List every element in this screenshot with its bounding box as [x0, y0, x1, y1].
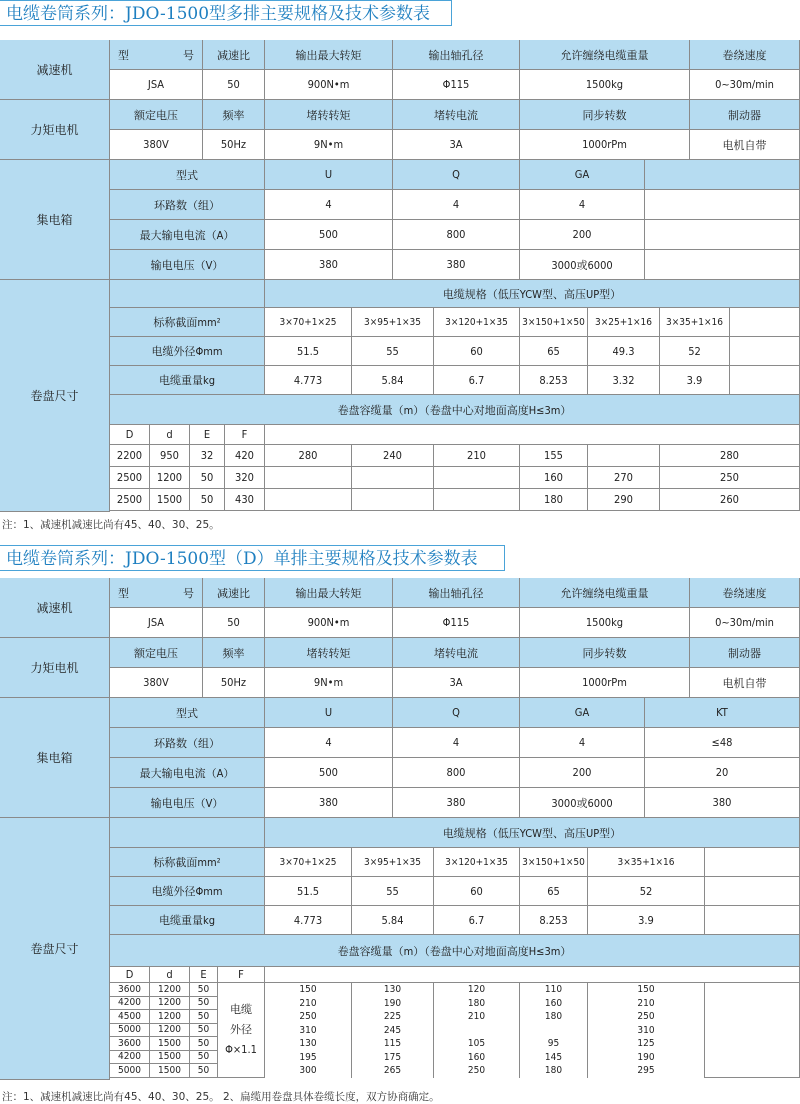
cable-value: 4.773	[265, 906, 352, 935]
capacity-value: 180	[520, 1064, 588, 1078]
cable-value: 8.253	[520, 366, 588, 395]
capacity-value	[265, 467, 352, 489]
capacity-value	[265, 489, 352, 511]
header-voltage: 额定电压	[110, 100, 203, 130]
header-torque: 输出最大转矩	[265, 578, 393, 608]
collector-value: 380	[645, 788, 800, 818]
capacity-value: 180	[520, 489, 588, 511]
cable-value: 65	[520, 337, 588, 366]
dim-value: 32	[190, 445, 225, 467]
capacity-value: 210	[588, 997, 705, 1011]
cable-value: 52	[588, 877, 705, 906]
collector-row-label: 输电电压（V）	[110, 250, 265, 280]
collector-value: 4	[520, 190, 645, 220]
cable-value: 60	[434, 337, 520, 366]
capacity-title: 卷盘容缆量（m）（卷盘中心对地面高度H≤3m）	[110, 935, 800, 967]
cable-row-label: 电缆外径Φmm	[110, 337, 265, 366]
cable-value	[730, 366, 800, 395]
dim-value: 2500	[110, 467, 150, 489]
capacity-value: 250	[265, 1010, 352, 1024]
cable-value: 55	[352, 877, 434, 906]
capacity-value: 270	[588, 467, 660, 489]
value-freq: 50Hz	[203, 130, 265, 160]
dim-value: 430	[225, 489, 265, 511]
cable-value: 3×35+1×16	[660, 308, 730, 337]
capacity-value: 150	[588, 983, 705, 997]
dim-value: 50	[190, 467, 225, 489]
collector-value: 3000或6000	[520, 788, 645, 818]
cable-value: 3×120+1×35	[434, 848, 520, 877]
cable-value: 60	[434, 877, 520, 906]
capacity-value: 160	[434, 1051, 520, 1065]
header-ratio: 减速比	[203, 578, 265, 608]
dim-value: 1200	[150, 1010, 190, 1024]
collector-type-header	[645, 160, 800, 190]
collector-value: 200	[520, 220, 645, 250]
cable-value: 3.32	[588, 366, 660, 395]
capacity-value: 190	[588, 1051, 705, 1065]
value-torque: 900N•m	[265, 608, 393, 638]
capacity-blank	[265, 967, 800, 983]
dim-header: E	[190, 967, 218, 983]
capacity-value: 155	[520, 445, 588, 467]
dim-value: 1200	[150, 983, 190, 997]
capacity-blank	[265, 425, 800, 445]
capacity-value: 160	[520, 467, 588, 489]
value-torque: 900N•m	[265, 70, 393, 100]
collector-type-header: GA	[520, 160, 645, 190]
header-weight: 允许缠绕电缆重量	[520, 40, 690, 70]
cable-row-label: 电缆重量kg	[110, 906, 265, 935]
dim-f-note	[218, 983, 265, 1078]
cable-value: 4.773	[265, 366, 352, 395]
capacity-value	[588, 445, 660, 467]
capacity-value: 250	[434, 1064, 520, 1078]
value-brake: 电机自带	[690, 130, 800, 160]
cable-value: 3×95+1×35	[352, 848, 434, 877]
collector-row-label: 最大输电电流（A）	[110, 220, 265, 250]
collector-value	[645, 190, 800, 220]
header-torque: 输出最大转矩	[265, 40, 393, 70]
collector-value: 380	[265, 788, 393, 818]
cable-value: 3.9	[660, 366, 730, 395]
cable-value: 3×95+1×35	[352, 308, 434, 337]
dim-value: 1500	[150, 1051, 190, 1065]
value-stall-torque: 9N•m	[265, 130, 393, 160]
section-label-collector: 集电箱	[0, 160, 110, 280]
dim-value: 5000	[110, 1064, 150, 1078]
cable-value: 49.3	[588, 337, 660, 366]
dim-f-note-line: 外径	[230, 1022, 252, 1036]
collector-row-label: 环路数（组）	[110, 190, 265, 220]
header-sync: 同步转数	[520, 100, 690, 130]
header-model	[110, 578, 203, 608]
value-ratio: 50	[203, 608, 265, 638]
dim-value: 1200	[150, 997, 190, 1011]
cable-spec-title: 电缆规格（低压YCW型、高压UP型）	[265, 280, 800, 308]
cable-row-label: 标称截面mm²	[110, 308, 265, 337]
header-stall-current: 堵转电流	[393, 638, 520, 668]
collector-type-header: U	[265, 698, 393, 728]
collector-row-label: 型式	[110, 698, 265, 728]
cable-value: 3×150+1×50	[520, 308, 588, 337]
capacity-value: 150	[265, 983, 352, 997]
dim-value: 50	[190, 1064, 218, 1078]
cable-row-label: 电缆外径Φmm	[110, 877, 265, 906]
header-freq: 频率	[203, 100, 265, 130]
dim-header: d	[150, 425, 190, 445]
collector-type-header: Q	[393, 698, 520, 728]
reel-blank	[110, 818, 265, 848]
header-model-part: 型	[118, 586, 129, 600]
dim-value: 50	[190, 1051, 218, 1065]
capacity-value: 115	[352, 1037, 434, 1051]
cable-value	[730, 308, 800, 337]
capacity-value	[434, 489, 520, 511]
dim-value: 50	[190, 997, 218, 1011]
dim-header: d	[150, 967, 190, 983]
collector-value: 4	[393, 190, 520, 220]
value-stall-current: 3A	[393, 668, 520, 698]
cable-value: 6.7	[434, 366, 520, 395]
capacity-value: 130	[265, 1037, 352, 1051]
section-label-reducer: 减速机	[0, 40, 110, 100]
cable-value: 6.7	[434, 906, 520, 935]
capacity-value: 195	[265, 1051, 352, 1065]
value-ratio: 50	[203, 70, 265, 100]
capacity-title: 卷盘容缆量（m）（卷盘中心对地面高度H≤3m）	[110, 395, 800, 425]
dim-value: 5000	[110, 1024, 150, 1038]
capacity-value: 125	[588, 1037, 705, 1051]
collector-row-label: 型式	[110, 160, 265, 190]
collector-row-label: 最大输电电流（A）	[110, 758, 265, 788]
header-speed: 卷绕速度	[690, 40, 800, 70]
header-stall-torque: 堵转转矩	[265, 638, 393, 668]
collector-value	[645, 220, 800, 250]
collector-value: 3000或6000	[520, 250, 645, 280]
cable-value: 3×70+1×25	[265, 308, 352, 337]
value-speed: 0~30m/min	[690, 608, 800, 638]
capacity-value: 95	[520, 1037, 588, 1051]
reel-blank	[110, 280, 265, 308]
header-stall-torque: 堵转转矩	[265, 100, 393, 130]
capacity-value: 225	[352, 1010, 434, 1024]
capacity-value: 160	[520, 997, 588, 1011]
cable-row-label: 标称截面mm²	[110, 848, 265, 877]
dim-value: 50	[190, 489, 225, 511]
value-weight: 1500kg	[520, 70, 690, 100]
capacity-value: 250	[588, 1010, 705, 1024]
capacity-value	[352, 467, 434, 489]
collector-value: 800	[393, 758, 520, 788]
dim-header: F	[218, 967, 265, 983]
dim-value: 4200	[110, 997, 150, 1011]
dim-value: 50	[190, 1024, 218, 1038]
cable-value: 52	[660, 337, 730, 366]
collector-row-label: 输电电压（V）	[110, 788, 265, 818]
dim-value: 3600	[110, 1037, 150, 1051]
capacity-value: 260	[660, 489, 800, 511]
capacity-value	[352, 489, 434, 511]
header-model	[110, 40, 203, 70]
dim-value: 4500	[110, 1010, 150, 1024]
dim-value: 1500	[150, 489, 190, 511]
capacity-value: 180	[434, 997, 520, 1011]
value-sync: 1000rPm	[520, 668, 690, 698]
capacity-value: 130	[352, 983, 434, 997]
collector-type-header: U	[265, 160, 393, 190]
collector-value: 380	[393, 250, 520, 280]
collector-value: 380	[265, 250, 393, 280]
capacity-value: 240	[352, 445, 434, 467]
capacity-value: 210	[265, 997, 352, 1011]
cable-value: 3×70+1×25	[265, 848, 352, 877]
cable-value: 51.5	[265, 877, 352, 906]
capacity-value: 190	[352, 997, 434, 1011]
collector-value: 800	[393, 220, 520, 250]
table-title-2: 电缆卷筒系列：JDO-1500型（D）单排主要规格及技术参数表	[0, 545, 505, 571]
table-title-1: 电缆卷筒系列：JDO-1500型多排主要规格及技术参数表	[0, 0, 452, 26]
collector-type-header: Q	[393, 160, 520, 190]
footnote-1: 注：1、减速机减速比尚有45、40、30、25。	[2, 519, 220, 531]
capacity-value	[434, 467, 520, 489]
dim-value: 1200	[150, 1024, 190, 1038]
collector-value: 500	[265, 220, 393, 250]
cable-value: 5.84	[352, 366, 434, 395]
collector-value: 4	[520, 728, 645, 758]
capacity-value: 175	[352, 1051, 434, 1065]
collector-value: 200	[520, 758, 645, 788]
dim-value: 1500	[150, 1037, 190, 1051]
dim-value: 950	[150, 445, 190, 467]
value-brake: 电机自带	[690, 668, 800, 698]
cable-value: 55	[352, 337, 434, 366]
dim-value: 4200	[110, 1051, 150, 1065]
capacity-value: 210	[434, 445, 520, 467]
cable-value	[730, 337, 800, 366]
value-model: JSA	[110, 608, 203, 638]
header-shaft: 输出轴孔径	[393, 578, 520, 608]
capacity-value: 310	[265, 1024, 352, 1038]
section-label-motor: 力矩电机	[0, 638, 110, 698]
cable-value	[705, 906, 800, 935]
cable-value: 3×25+1×16	[588, 308, 660, 337]
capacity-value: 245	[352, 1024, 434, 1038]
value-voltage: 380V	[110, 130, 203, 160]
capacity-value: 145	[520, 1051, 588, 1065]
collector-value: ≤48	[645, 728, 800, 758]
header-weight: 允许缠绕电缆重量	[520, 578, 690, 608]
capacity-value: 280	[660, 445, 800, 467]
header-brake: 制动器	[690, 100, 800, 130]
value-speed: 0~30m/min	[690, 70, 800, 100]
section-label-collector: 集电箱	[0, 698, 110, 818]
dim-f-note-line: Φ×1.1	[225, 1042, 257, 1056]
header-freq: 频率	[203, 638, 265, 668]
dim-header: D	[110, 425, 150, 445]
collector-value: 20	[645, 758, 800, 788]
capacity-blank-col	[705, 983, 800, 1078]
cable-value: 3.9	[588, 906, 705, 935]
section-label-reducer: 减速机	[0, 578, 110, 638]
cable-value: 3×120+1×35	[434, 308, 520, 337]
capacity-value: 110	[520, 983, 588, 997]
value-shaft: Φ115	[393, 70, 520, 100]
capacity-value: 280	[265, 445, 352, 467]
value-voltage: 380V	[110, 668, 203, 698]
value-sync: 1000rPm	[520, 130, 690, 160]
header-model-part: 号	[183, 48, 194, 62]
collector-value: 4	[265, 190, 393, 220]
cable-spec-title: 电缆规格（低压YCW型、高压UP型）	[265, 818, 800, 848]
collector-value: 380	[393, 788, 520, 818]
header-shaft: 输出轴孔径	[393, 40, 520, 70]
dim-f-note-line: 电缆	[230, 1002, 252, 1016]
dim-header: F	[225, 425, 265, 445]
capacity-value: 290	[588, 489, 660, 511]
cable-value: 3×150+1×50	[520, 848, 588, 877]
dim-value: 50	[190, 1037, 218, 1051]
collector-type-header: GA	[520, 698, 645, 728]
capacity-value: 265	[352, 1064, 434, 1078]
cable-value	[705, 877, 800, 906]
collector-value: 500	[265, 758, 393, 788]
header-sync: 同步转数	[520, 638, 690, 668]
dim-value: 50	[190, 983, 218, 997]
collector-value: 4	[393, 728, 520, 758]
section-label-motor: 力矩电机	[0, 100, 110, 160]
capacity-value: 180	[520, 1010, 588, 1024]
capacity-value: 250	[660, 467, 800, 489]
dim-value: 1200	[150, 467, 190, 489]
cable-value: 51.5	[265, 337, 352, 366]
dim-value: 2200	[110, 445, 150, 467]
capacity-value: 210	[434, 1010, 520, 1024]
cable-value: 3×35+1×16	[588, 848, 705, 877]
dim-value: 3600	[110, 983, 150, 997]
value-shaft: Φ115	[393, 608, 520, 638]
header-speed: 卷绕速度	[690, 578, 800, 608]
section-label-reel: 卷盘尺寸	[0, 818, 110, 1080]
collector-value: 4	[265, 728, 393, 758]
capacity-value: 120	[434, 983, 520, 997]
capacity-value	[434, 1024, 520, 1038]
dim-value: 420	[225, 445, 265, 467]
capacity-value: 105	[434, 1037, 520, 1051]
header-model-part: 号	[183, 586, 194, 600]
header-ratio: 减速比	[203, 40, 265, 70]
value-stall-current: 3A	[393, 130, 520, 160]
collector-value	[645, 250, 800, 280]
value-model: JSA	[110, 70, 203, 100]
dim-value: 50	[190, 1010, 218, 1024]
collector-type-header: KT	[645, 698, 800, 728]
value-stall-torque: 9N•m	[265, 668, 393, 698]
cable-value	[705, 848, 800, 877]
cable-value: 65	[520, 877, 588, 906]
header-model-part: 型	[118, 48, 129, 62]
collector-row-label: 环路数（组）	[110, 728, 265, 758]
cable-row-label: 电缆重量kg	[110, 366, 265, 395]
header-stall-current: 堵转电流	[393, 100, 520, 130]
footnote-2: 注：1、减速机减速比尚有45、40、30、25。 2、扁缆用卷盘具体卷缆长度，双方协商确定。	[2, 1091, 440, 1103]
capacity-value	[520, 1024, 588, 1038]
header-voltage: 额定电压	[110, 638, 203, 668]
dim-header: D	[110, 967, 150, 983]
capacity-value: 310	[588, 1024, 705, 1038]
dim-header: E	[190, 425, 225, 445]
value-weight: 1500kg	[520, 608, 690, 638]
header-brake: 制动器	[690, 638, 800, 668]
section-label-reel: 卷盘尺寸	[0, 280, 110, 512]
dim-value: 320	[225, 467, 265, 489]
dim-value: 1500	[150, 1064, 190, 1078]
dim-value: 2500	[110, 489, 150, 511]
capacity-value: 300	[265, 1064, 352, 1078]
capacity-value: 295	[588, 1064, 705, 1078]
cable-value: 5.84	[352, 906, 434, 935]
value-freq: 50Hz	[203, 668, 265, 698]
cable-value: 8.253	[520, 906, 588, 935]
